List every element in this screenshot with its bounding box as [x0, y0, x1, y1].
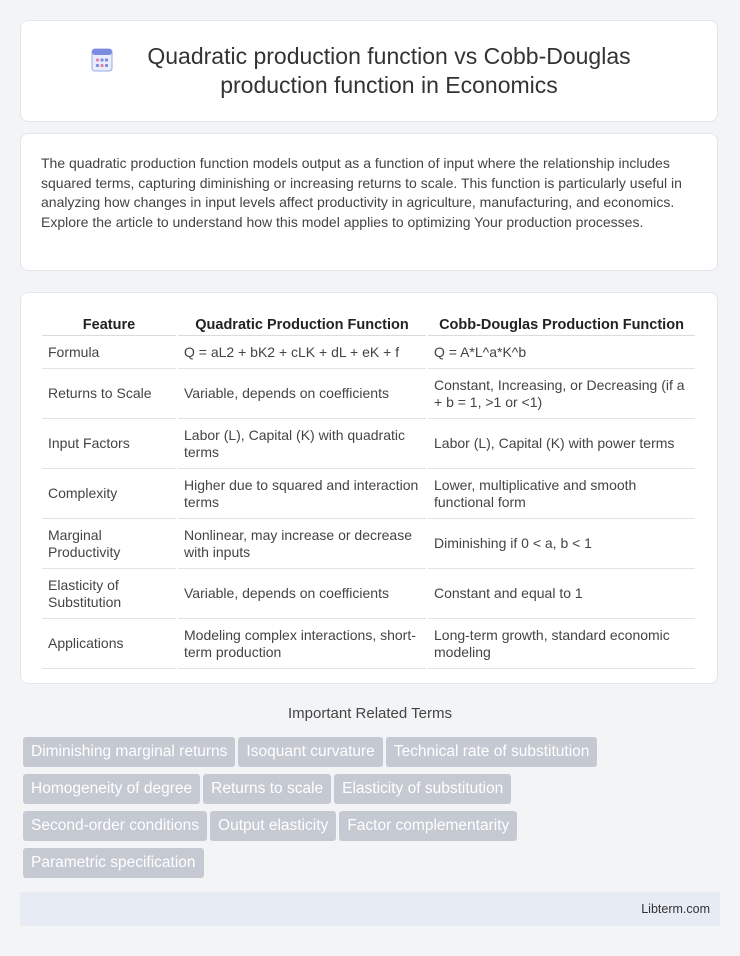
cobb-douglas-cell: Constant, Increasing, or Decreasing (if a + b = 1, >1 or <1) [428, 371, 695, 419]
title-card [20, 20, 718, 122]
related-term-tag[interactable]: Second-order conditions [23, 811, 207, 841]
cobb-douglas-cell: Long-term growth, standard economic modeling [428, 621, 695, 669]
related-terms-heading: Important Related Terms [288, 705, 452, 722]
quadratic-cell: Variable, depends on coefficients [178, 571, 426, 619]
quadratic-cell: Variable, depends on coefficients [178, 371, 426, 419]
related-term-tag[interactable]: Output elasticity [210, 811, 336, 841]
table-row [42, 471, 695, 519]
related-term-tag[interactable]: Returns to scale [203, 774, 331, 804]
cobb-douglas-cell: Diminishing if 0 < a, b < 1 [428, 521, 695, 569]
table-row [42, 421, 695, 469]
quadratic-cell: Nonlinear, may increase or decrease with inputs [178, 521, 426, 569]
feature-cell: Elasticity of Substitution [42, 571, 176, 619]
footer-site-link[interactable]: Libterm.com [641, 902, 710, 916]
intro-card [20, 133, 718, 271]
related-term-tag[interactable]: Parametric specification [23, 848, 204, 878]
table-header-row [42, 313, 695, 336]
related-term-tag[interactable]: Isoquant curvature [238, 737, 382, 767]
table-row [42, 571, 695, 619]
page-title: Quadratic production function vs Cobb-Douglas production function in Economics [147, 43, 631, 98]
related-terms-list [23, 737, 723, 885]
title-wrap [89, 42, 649, 100]
feature-cell: Formula [42, 338, 176, 369]
related-term-tag[interactable]: Elasticity of substitution [334, 774, 511, 804]
quadratic-cell: Q = aL2 + bK2 + cLK + dL + eK + f [178, 338, 426, 369]
intro-text: The quadratic production function models output as a function of input where the relationship includes squared terms, capturing diminishing or increasing returns to scale. This function is particularly useful in analyzing how changes in input levels affect productivity in agriculture, manufacturing, and economics. Explore the article to understand how this model applies to optimizing Your production processes. [41, 155, 682, 230]
table-row [42, 338, 695, 369]
feature-cell: Marginal Productivity [42, 521, 176, 569]
feature-cell: Input Factors [42, 421, 176, 469]
feature-cell: Applications [42, 621, 176, 669]
quadratic-cell: Higher due to squared and interaction terms [178, 471, 426, 519]
related-term-tag[interactable]: Homogeneity of degree [23, 774, 200, 804]
footer [20, 892, 720, 926]
cobb-douglas-cell: Q = A*L^a*K^b [428, 338, 695, 369]
table-row [42, 521, 695, 569]
related-term-tag[interactable]: Factor complementarity [339, 811, 517, 841]
table-row [42, 371, 695, 419]
quadratic-cell: Labor (L), Capital (K) with quadratic terms [178, 421, 426, 469]
feature-cell: Complexity [42, 471, 176, 519]
quadratic-cell: Modeling complex interactions, short-term production [178, 621, 426, 669]
comparison-table [40, 311, 697, 671]
table-row [42, 621, 695, 669]
feature-cell: Returns to Scale [42, 371, 176, 419]
cobb-douglas-cell: Labor (L), Capital (K) with power terms [428, 421, 695, 469]
related-term-tag[interactable]: Diminishing marginal returns [23, 737, 235, 767]
document-icon [89, 47, 115, 73]
header-quadratic: Quadratic Production Function [178, 313, 426, 336]
comparison-table-card [20, 292, 718, 684]
cobb-douglas-cell: Lower, multiplicative and smooth functional form [428, 471, 695, 519]
header-feature: Feature [42, 313, 176, 336]
related-term-tag[interactable]: Technical rate of substitution [386, 737, 598, 767]
cobb-douglas-cell: Constant and equal to 1 [428, 571, 695, 619]
header-cobb-douglas: Cobb-Douglas Production Function [428, 313, 695, 336]
